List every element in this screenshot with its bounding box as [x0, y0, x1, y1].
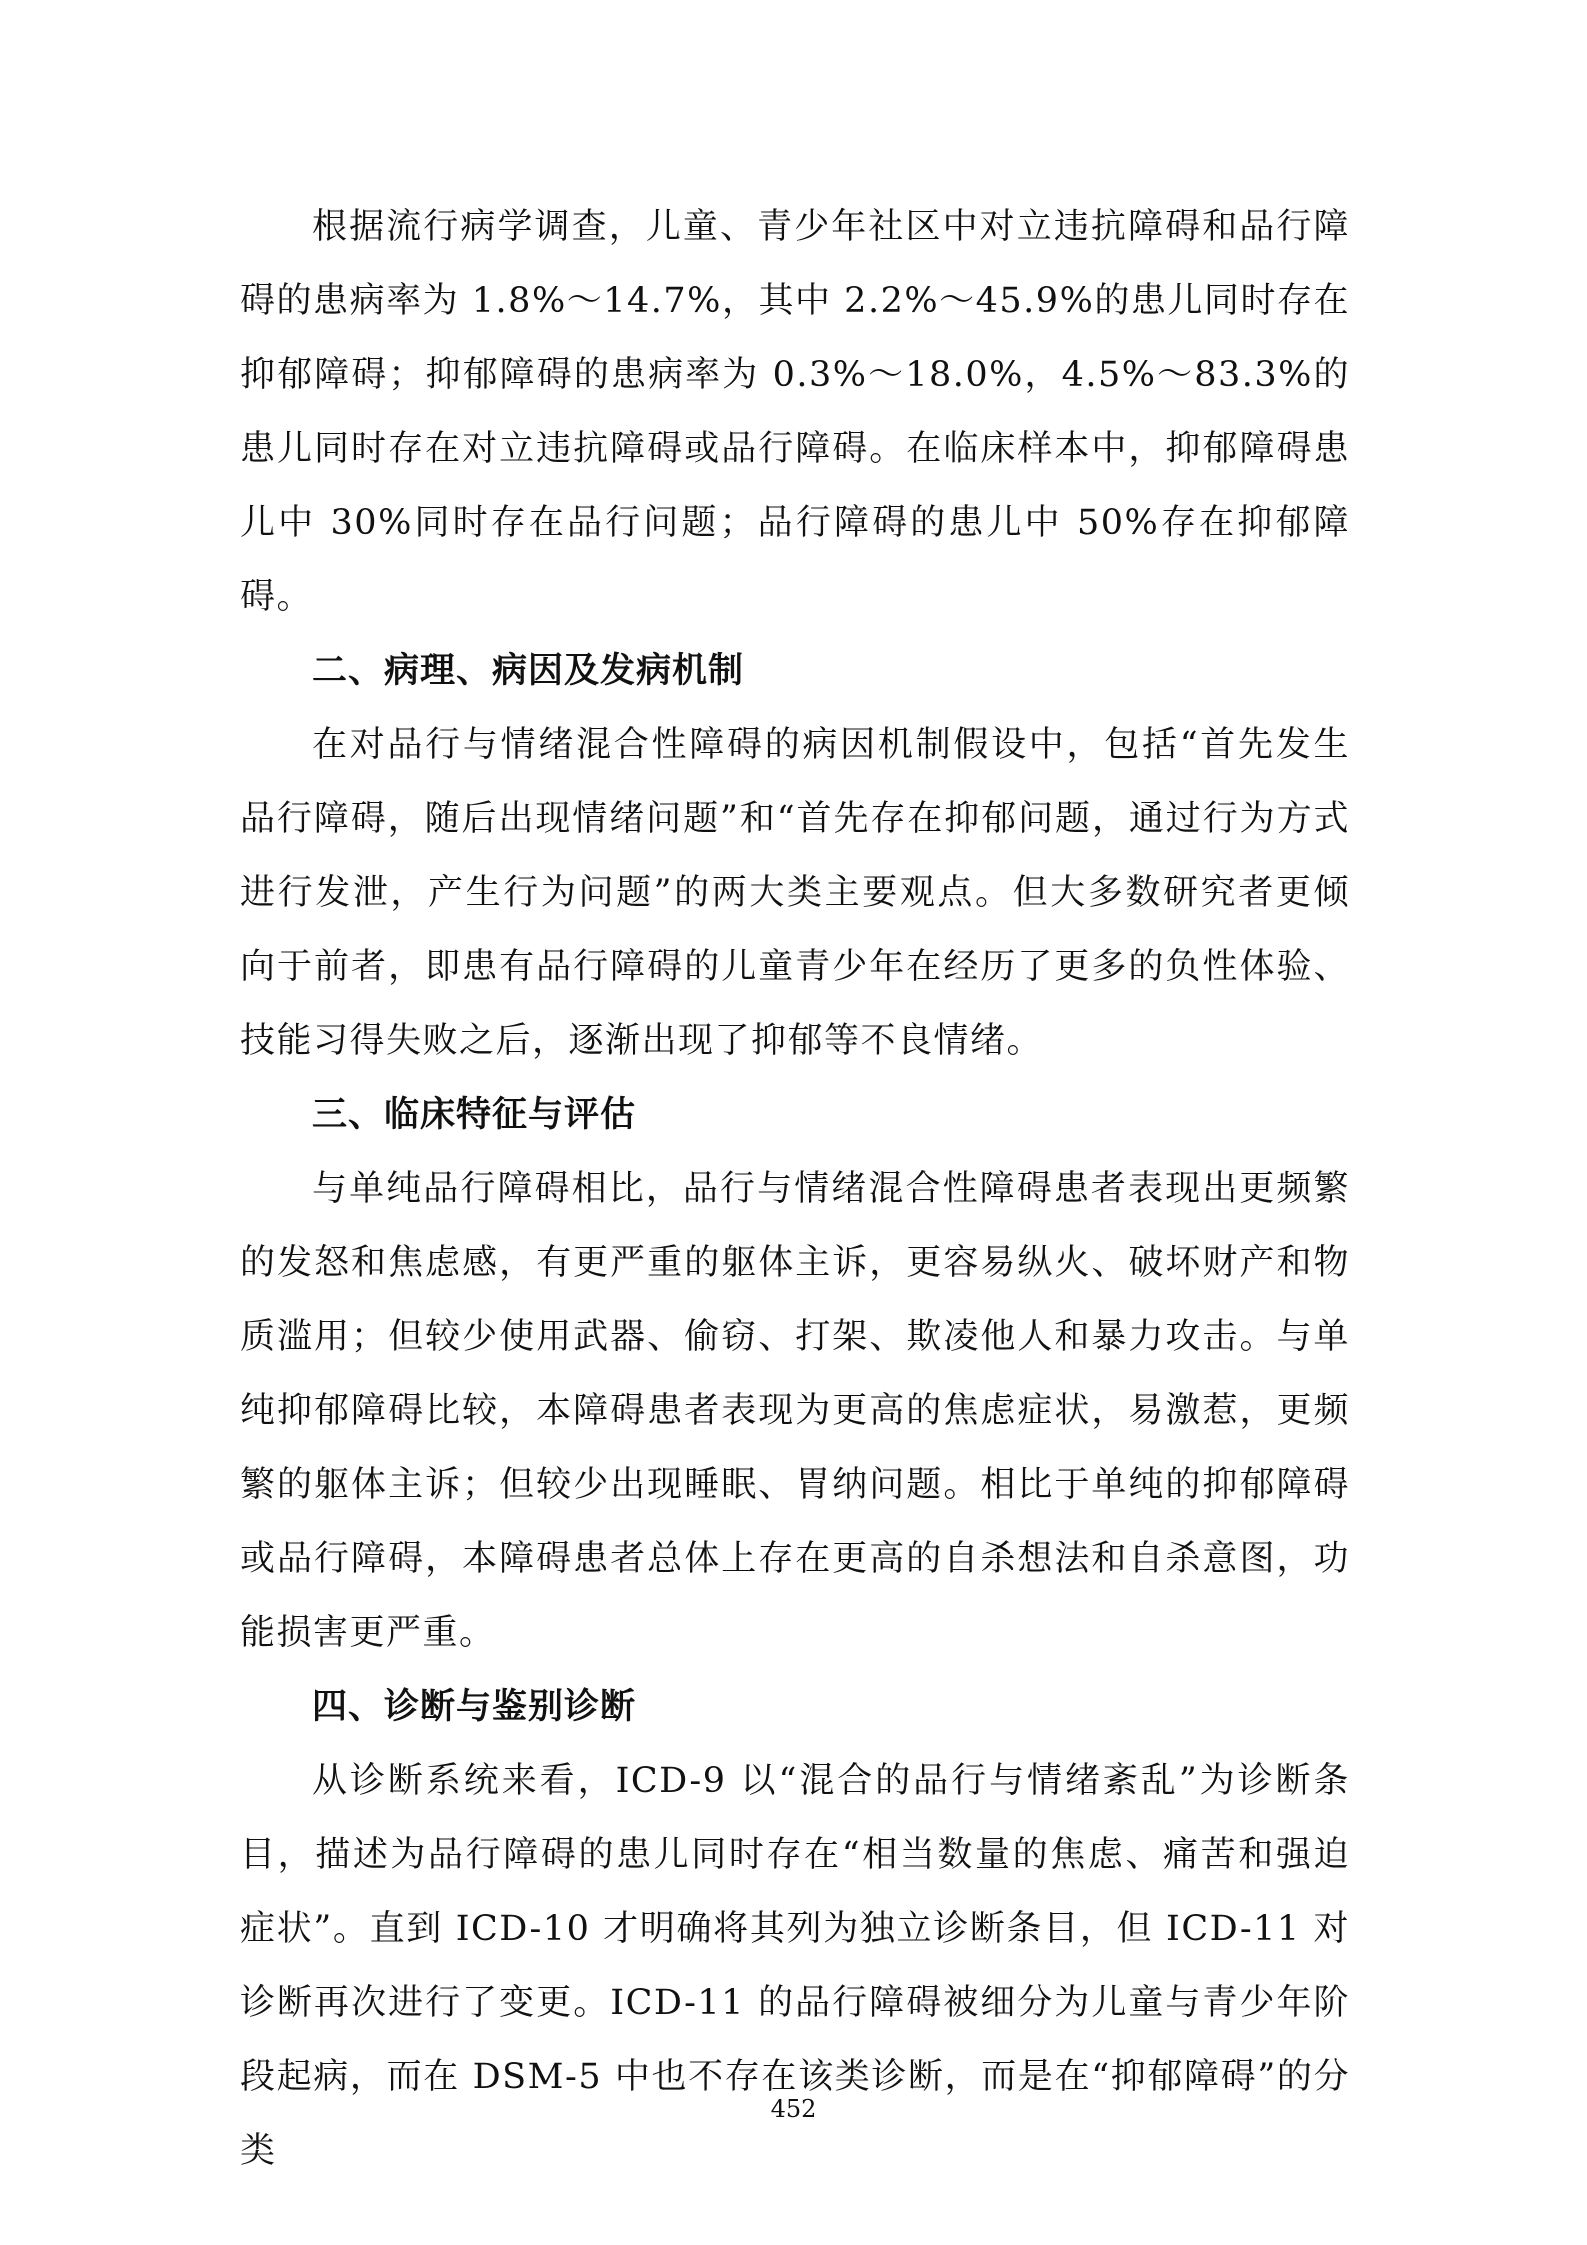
section-heading-clinical-features: 三、临床特征与评估	[312, 1095, 637, 1135]
paragraph-diagnosis: 从诊断系统来看，ICD-9 以“混合的品行与情绪紊乱”为诊断条目，描述为品行障碍的患儿同时存在“相当数量的焦虑、痛苦和强迫症状”。直到 ICD-10 才明确将其列为独立诊断条目，但 ICD-11 对诊断再次进行了变更。ICD-11 的品行障碍被细分为儿童与青少年阶段起病，而在 DSM-5 中也不存在该类诊断，而是在“抑郁障碍”的分类	[240, 1761, 1350, 2171]
section-heading-pathology: 二、病理、病因及发病机制	[312, 651, 745, 691]
paragraph-pathology: 在对品行与情绪混合性障碍的病因机制假设中，包括“首先发生品行障碍，随后出现情绪问题”和“首先存在抑郁问题，通过行为方式进行发泄，产生行为问题”的两大类主要观点。但大多数研究者更倾向于前者，即患有品行障碍的儿童青少年在经历了更多的负性体验、技能习得失败之后，逐渐出现了抑郁等不良情绪。	[240, 725, 1350, 1061]
paragraph-clinical-features: 与单纯品行障碍相比，品行与情绪混合性障碍患者表现出更频繁的发怒和焦虑感，有更严重的躯体主诉，更容易纵火、破坏财产和物质滥用；但较少使用武器、偷窃、打架、欺凌他人和暴力攻击。与单纯抑郁障碍比较，本障碍患者表现为更高的焦虑症状，易激惹，更频繁的躯体主诉；但较少出现睡眠、胃纳问题。相比于单纯的抑郁障碍或品行障碍，本障碍患者总体上存在更高的自杀想法和自杀意图，功能损害更严重。	[240, 1169, 1350, 1653]
section-heading-diagnosis: 四、诊断与鉴别诊断	[312, 1687, 637, 1727]
paragraph-epidemiology: 根据流行病学调查，儿童、青少年社区中对立违抗障碍和品行障碍的患病率为 1.8%～14.7%，其中 2.2%～45.9%的患儿同时存在抑郁障碍；抑郁障碍的患病率为 0.3%～18.0%，4.5%～83.3%的患儿同时存在对立违抗障碍或品行障碍。在临床样本中，抑郁障碍患儿中 30%同时存在品行问题；品行障碍的患儿中 50%存在抑郁障碍。	[240, 207, 1350, 617]
page-number: 452	[770, 2095, 817, 2123]
page-body	[240, 190, 1350, 2188]
